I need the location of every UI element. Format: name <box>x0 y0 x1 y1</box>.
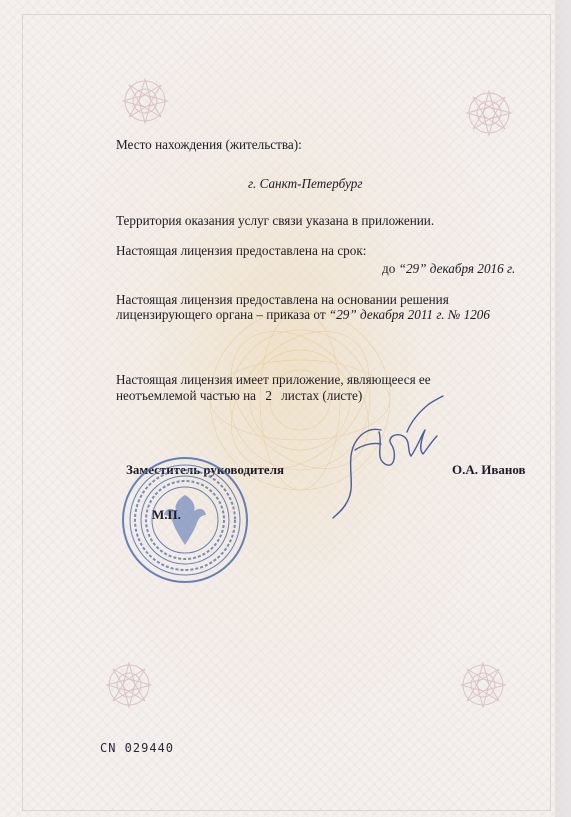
signer-title: Заместитель руководителя <box>126 462 285 477</box>
territory-text: Территория оказания услуг связи указана в приложении. <box>116 213 435 228</box>
rosette-ornament-top-right <box>462 86 516 140</box>
serial-number: CN 029440 <box>100 741 175 755</box>
location-label: Место нахождения (жительства): <box>116 137 302 152</box>
page-edge-shadow <box>555 0 571 817</box>
term-prefix: до <box>382 261 396 276</box>
rosette-ornament-top-left <box>118 74 172 128</box>
appendix-line-2-suffix: листах (листе) <box>281 388 363 403</box>
order-date-number: “29” декабря 2011 г. № 1206 <box>328 307 490 322</box>
rosette-ornament-bottom-left <box>102 658 156 712</box>
appendix-line-1: Настоящая лицензия имеет приложение, являющееся ее <box>116 372 431 387</box>
rosette-ornament-bottom-right <box>456 658 510 712</box>
basis-line-2 <box>116 307 490 323</box>
appendix-sheet-count: 2 <box>265 388 272 403</box>
term-date: “29” декабря 2016 г. <box>398 261 516 276</box>
signature <box>325 392 450 522</box>
term-value <box>382 261 515 277</box>
term-label: Настоящая лицензия предоставлена на срок: <box>116 243 367 258</box>
signer-name: О.А. Иванов <box>452 462 526 477</box>
seal-place-mark: М.П. <box>152 507 181 522</box>
basis-line-2-prefix: лицензирующего органа – приказа от <box>116 307 326 322</box>
city: г. Санкт-Петербург <box>248 176 363 191</box>
basis-line-1: Настоящая лицензия предоставлена на основании решения <box>116 292 449 307</box>
appendix-line-2-prefix: неотъемлемой частью на <box>116 388 257 403</box>
official-seal <box>118 453 252 587</box>
